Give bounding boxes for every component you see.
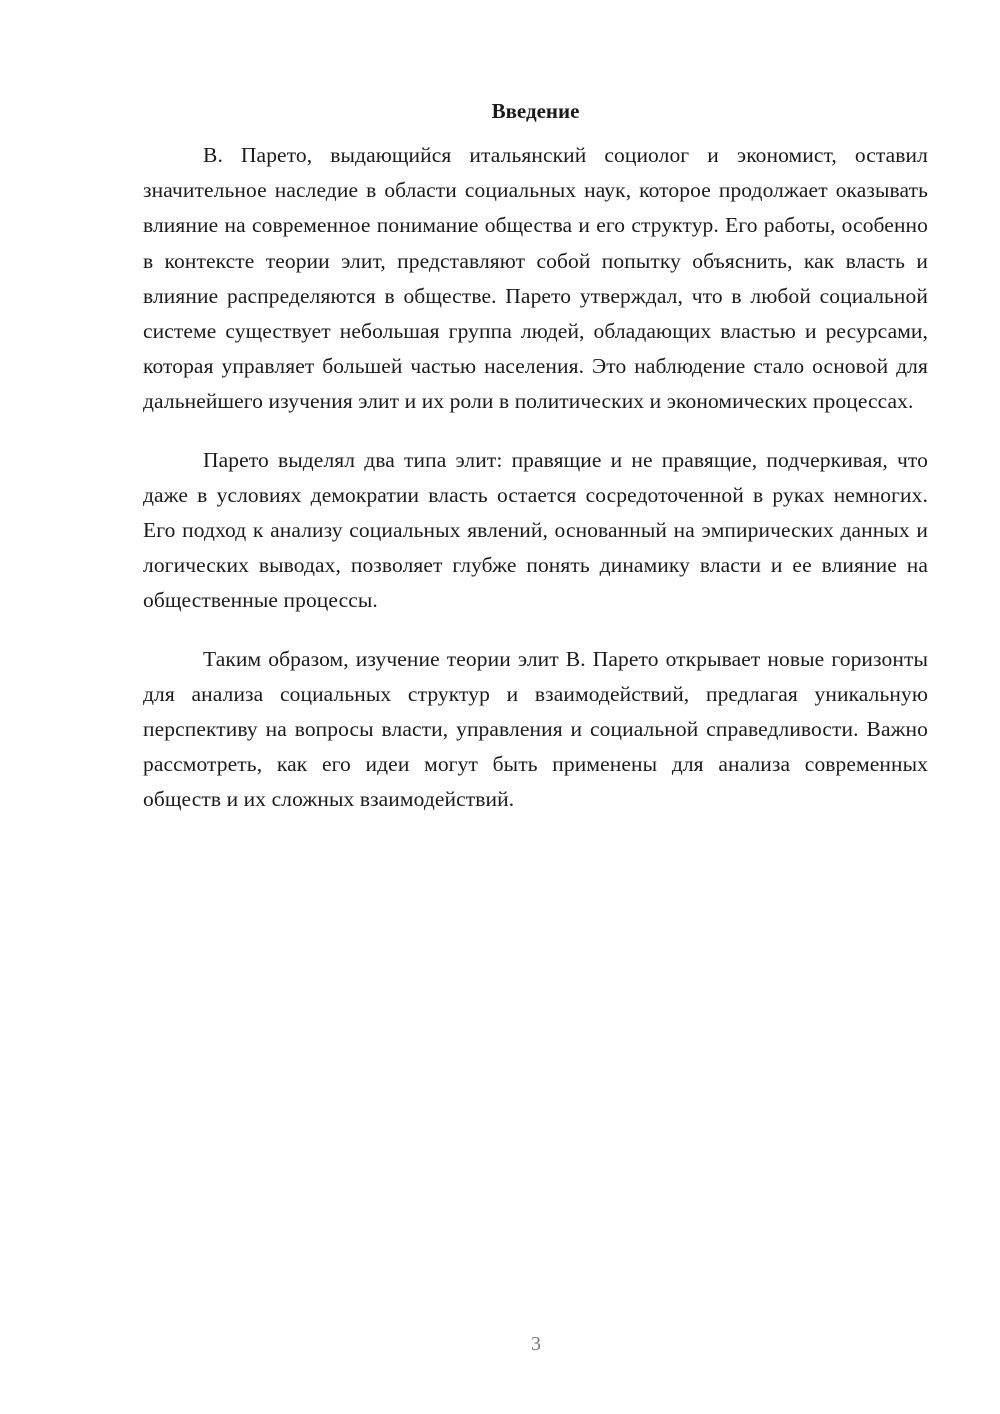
paragraph-2: Парето выделял два типа элит: правящие и не правящие, подчеркивая, что даже в условиях демократии власть остается сосредоточенной в руках немногих. Его подход к анализу социальных явлений, основанный на эмпирических данных и логических выводах, позволяет глубже понять динамику власти и ее влияние на общественные процессы. [143, 447, 928, 613]
section-heading: Введение [491, 99, 580, 123]
page-number: 3 [531, 1333, 541, 1355]
page-content [143, 96, 928, 841]
paragraph-3: Таким образом, изучение теории элит В. Парето открывает новые горизонты для анализа социальных структур и взаимодействий, предлагая уникальную перспективу на вопросы власти, управления и социальной справедливости. Важно рассмотреть, как его идеи могут быть применены для анализа современных обществ и их сложных взаимодействий. [143, 646, 928, 812]
paragraph-1: В. Парето, выдающийся итальянский социолог и экономист, оставил значительное наследие в области социальных наук, которое продолжает оказывать влияние на современное понимание общества и его структур. Его работы, особенно в контексте теории элит, представляют собой попытку объяснить, как власть и влияние распределяются в обществе. Парето утверждал, что в любой социальной системе существует небольшая группа людей, обладающих властью и ресурсами, которая управляет большей частью населения. Это наблюдение стало основой для дальнейшего изучения элит и их роли в политических и экономических процессах. [143, 143, 928, 414]
